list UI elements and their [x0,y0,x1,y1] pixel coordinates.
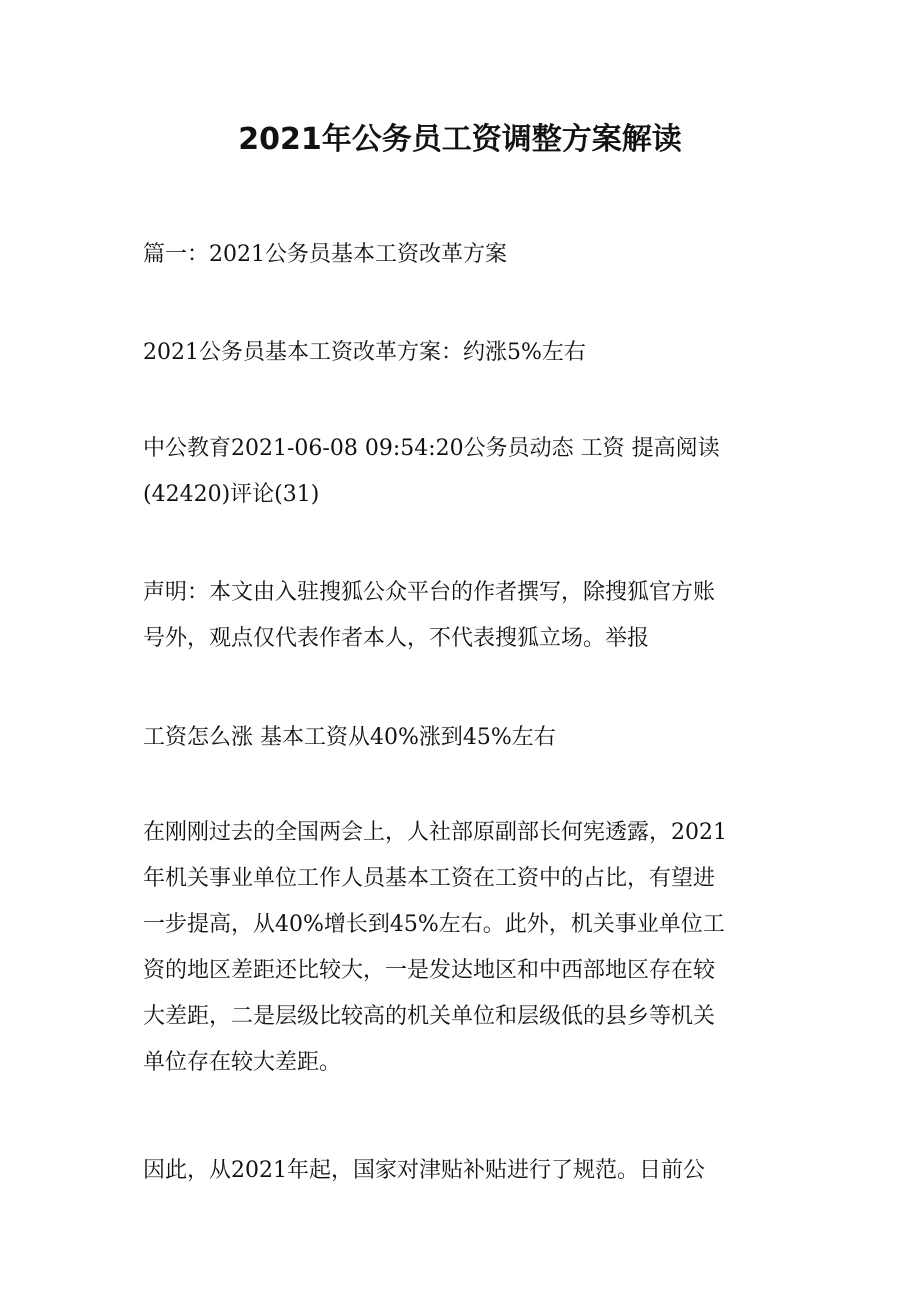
text-line: 中公教育2021-06-08 09:54:20公务员动态 工资 提高阅读 [143,436,720,461]
text-line: 号外，观点仅代表作者本人，不代表搜狐立场。举报 [143,626,650,651]
text-line: 一步提高，从40%增长到45%左右。此外，机关事业单位工 [143,912,725,937]
text-line: 大差距，二是层级比较高的机关单位和层级低的县乡等机关 [143,1004,716,1029]
document-title: 2021年公务员工资调整方案解读 [238,122,682,157]
text-line: (42420)评论(31) [143,482,320,507]
body-paragraph-2 [143,1148,783,1194]
text-line: 单位存在较大差距。 [143,1050,342,1075]
text-line: 年机关事业单位工作人员基本工资在工资中的占比，有望进 [143,866,716,891]
text-line: 资的地区差距还比较大，一是发达地区和中西部地区存在较 [143,958,716,983]
body-paragraph-1 [143,810,783,1086]
text-line: 在刚刚过去的全国两会上，人社部原副部长何宪透露，2021 [143,820,727,845]
text-line: 声明：本文由入驻搜狐公众平台的作者撰写，除搜狐官方账 [143,580,716,605]
text-line: 篇一：2021公务员基本工资改革方案 [143,242,507,267]
text-line: 工资怎么涨 基本工资从40%涨到45%左右 [143,725,556,750]
heading-paragraph [143,232,783,278]
section-heading-paragraph [143,715,783,761]
subtitle-paragraph [143,330,783,376]
text-line: 2021公务员基本工资改革方案：约涨5%左右 [143,340,586,365]
meta-paragraph [143,426,783,518]
statement-paragraph [143,570,783,662]
text-line: 因此，从2021年起，国家对津贴补贴进行了规范。日前公 [143,1158,705,1183]
